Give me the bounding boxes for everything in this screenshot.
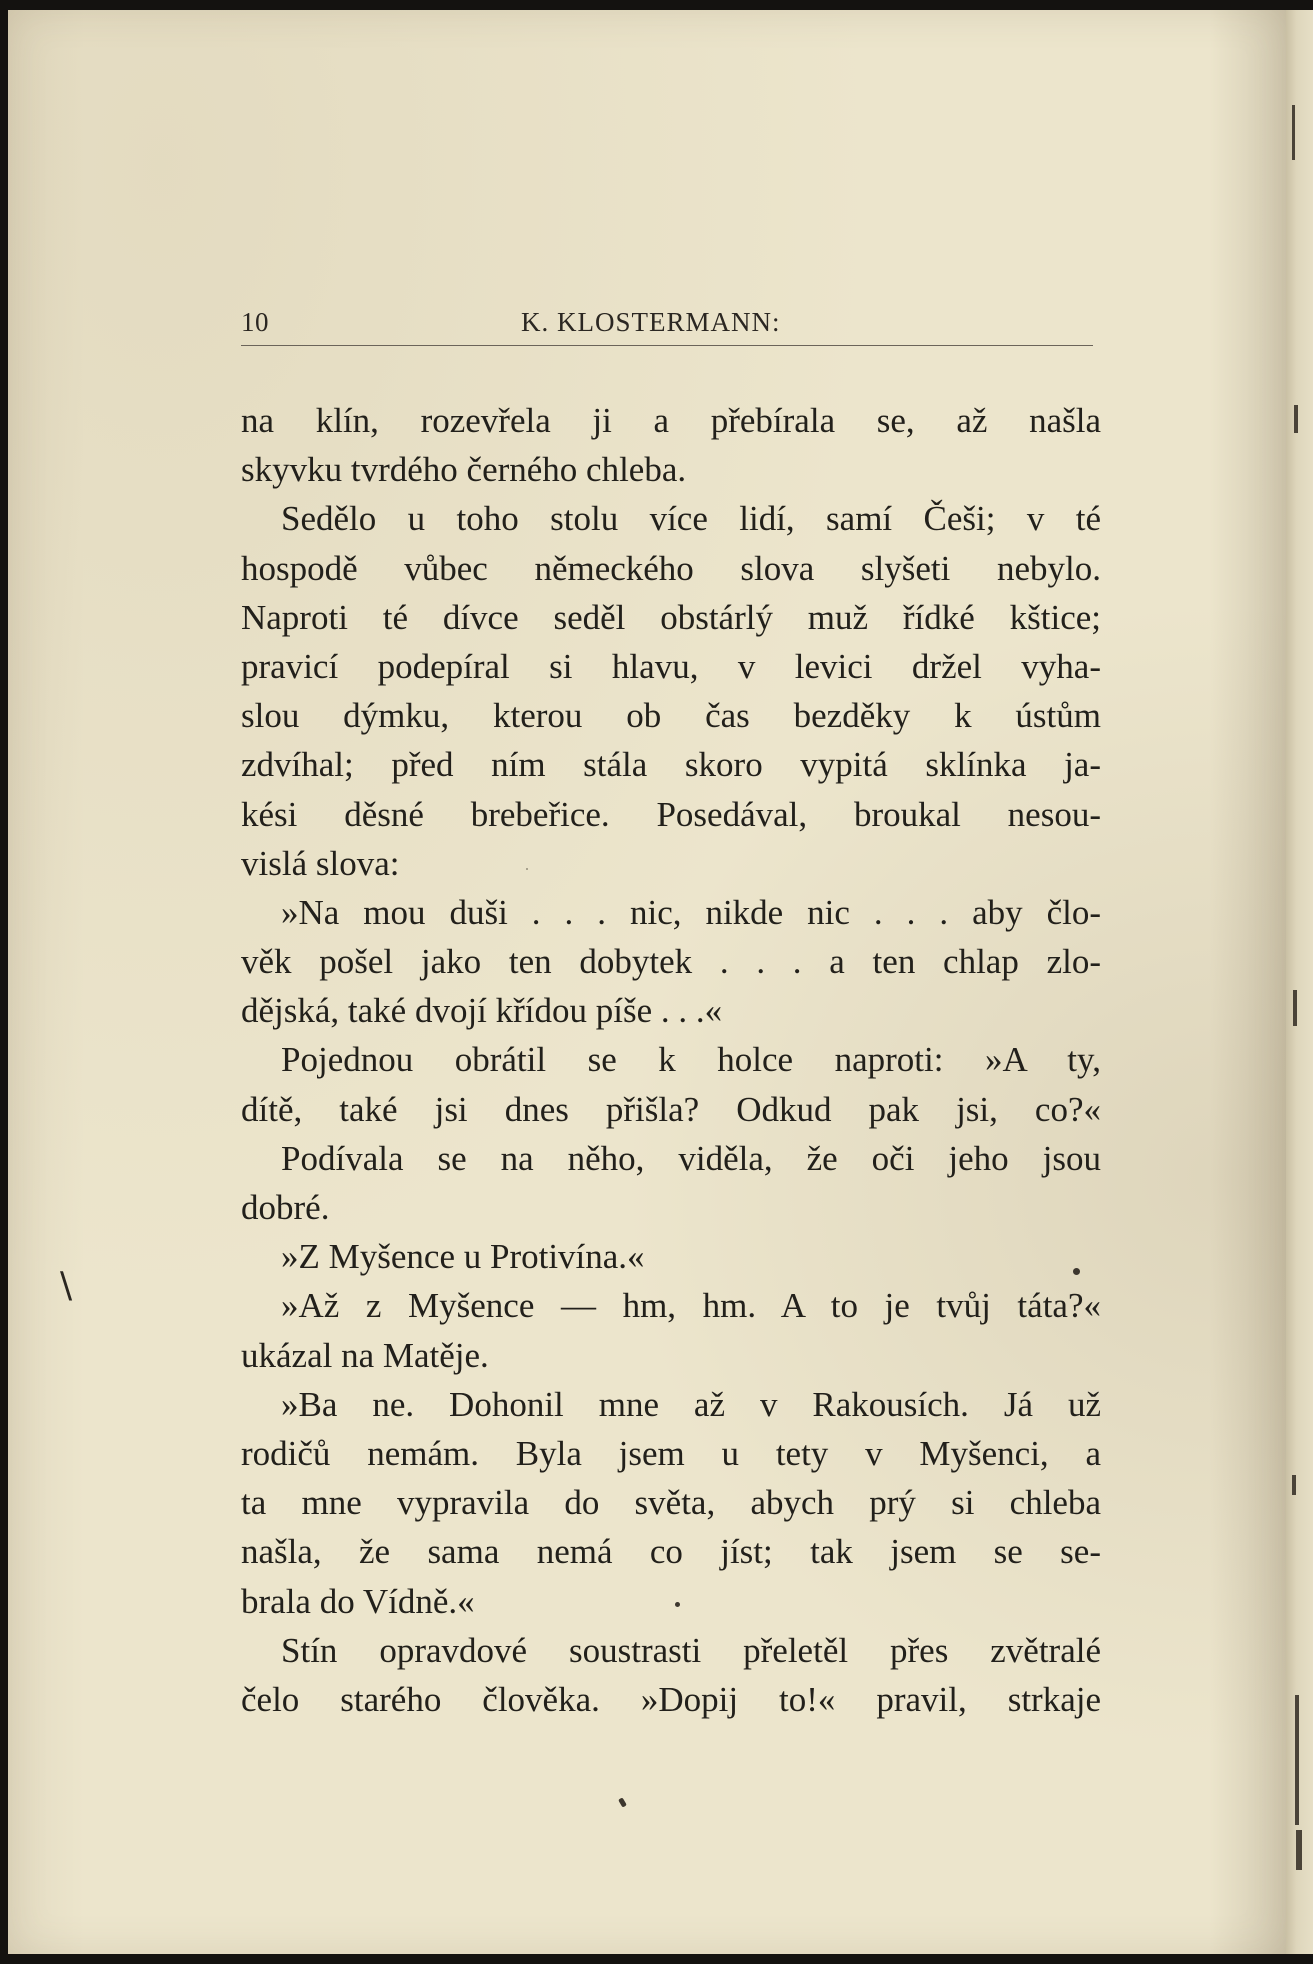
text-line: Pojednou obrátil se k holce naproti: »A ty,: [281, 1040, 1101, 1080]
text-line: Podívala se na něho, viděla, že oči jeho jsou: [281, 1138, 1101, 1178]
text-line: »Ba ne. Dohonil mne až v Rakousích. Já už: [281, 1384, 1101, 1424]
edge-mark: [1294, 405, 1298, 433]
text-line: kési děsné brebeřice. Posedával, broukal nesou-: [241, 794, 1101, 834]
text-line: hospodě vůbec německého slova slyšeti nebylo.: [241, 548, 1101, 588]
text-line: našla, že sama nemá co jíst; tak jsem se se-: [241, 1532, 1101, 1572]
text-line: Stín opravdové soustrasti přeletěl přes zvětralé: [281, 1630, 1101, 1670]
edge-mark: [1296, 1830, 1302, 1870]
text-line: »Až z Myšence — hm, hm. A to je tvůj táta?«: [281, 1286, 1101, 1326]
text-line: na klín, rozevřela ji a přebírala se, až našla: [241, 401, 1101, 440]
text-line: Sedělo u toho stolu více lidí, samí Češi; v té: [281, 499, 1101, 539]
ink-speck: [618, 1797, 627, 1807]
text-line: »Z Myšence u Protivína.«: [281, 1237, 645, 1277]
text-line: »Na mou duši . . . nic, nikde nic . . . aby člo-: [281, 892, 1101, 932]
text-line: zdvíhal; před ním stála skoro vypitá sklínka ja-: [241, 745, 1101, 785]
text-line: rodičů nemám. Byla jsem u tety v Myšenci, a: [241, 1433, 1101, 1473]
text-line: slou dýmku, kterou ob čas bezděky k ústům: [241, 696, 1101, 736]
text-line: dějská, také dvojí křídou píše . . .«: [241, 991, 723, 1031]
edge-mark: [1292, 1475, 1296, 1495]
margin-mark: \: [60, 1265, 73, 1306]
page-header: [241, 305, 1093, 346]
edge-mark: [1292, 105, 1295, 160]
edge-mark: [1293, 990, 1297, 1026]
text-line: dobré.: [241, 1188, 330, 1227]
running-head: K. KLOSTERMANN:: [521, 307, 781, 337]
ink-speck: [1073, 1268, 1080, 1275]
text-line: vislá slova:: [241, 843, 400, 883]
text-line: brala do Vídně.«: [241, 1581, 475, 1621]
text-line: Naproti té dívce seděl obstárlý muž řídké kštice;: [241, 597, 1101, 637]
text-line: čelo starého člověka. »Dopij to!« pravil, strkaje: [241, 1679, 1101, 1719]
ink-speck: [526, 868, 528, 870]
text-line: dítě, také jsi dnes přišla? Odkud pak jsi, co?«: [241, 1089, 1101, 1129]
text-line: ta mne vypravila do světa, abych prý si chleba: [241, 1483, 1101, 1523]
text-line: ukázal na Matěje.: [241, 1335, 489, 1375]
text-line: skyvku tvrdého černého chleba.: [241, 450, 687, 490]
edge-mark: [1295, 1695, 1299, 1825]
body-text: [241, 396, 1101, 1724]
book-page: [8, 10, 1286, 1954]
text-line: věk pošel jako ten dobytek . . . a ten chlap zlo-: [241, 942, 1101, 982]
text-line: pravicí podepíral si hlavu, v levici držel vyha-: [241, 646, 1101, 686]
ink-speck: [675, 1602, 680, 1607]
page-number: 10: [241, 307, 269, 337]
page-edge: [1286, 10, 1313, 1954]
